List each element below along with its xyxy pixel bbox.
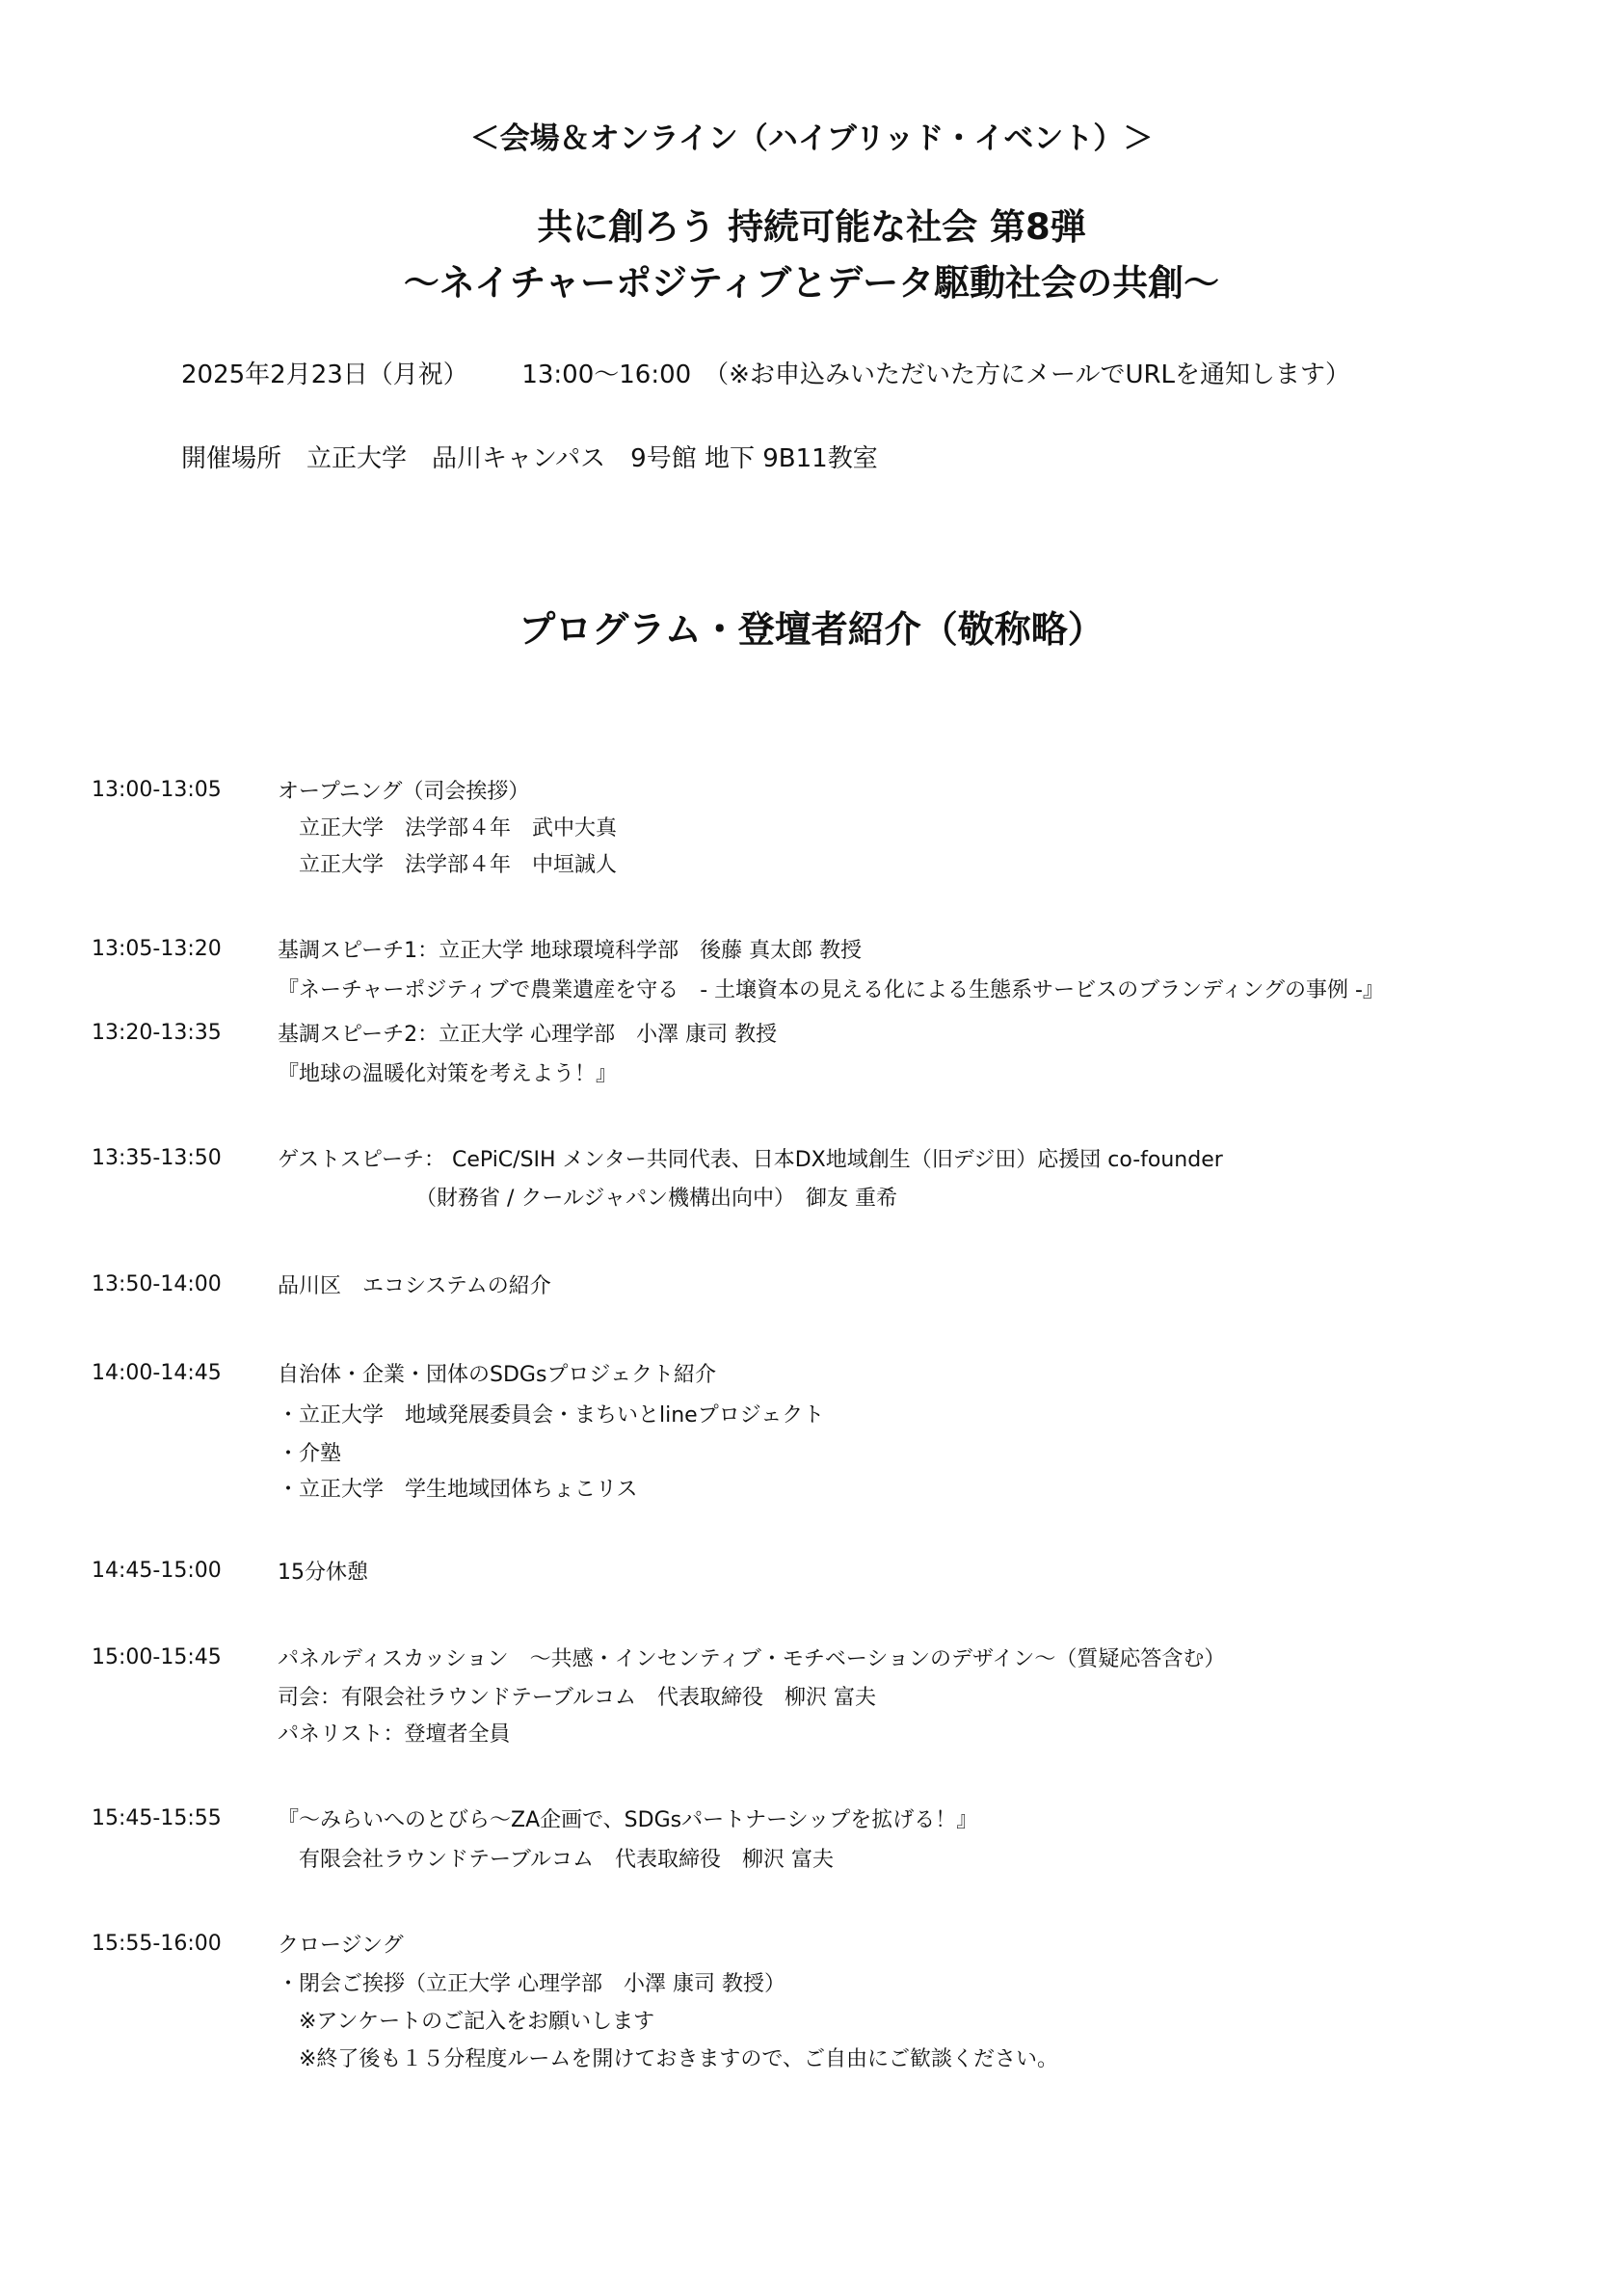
program-line: 『〜みらいへのとびら〜ZA企画で、SDGsパートナーシップを拡げる！』 — [278, 1808, 978, 1832]
program-line: ・閉会ご挨拶（立正大学 心理学部 小澤 康司 教授） — [278, 1972, 785, 1996]
program-line: 基調スピーチ1：立正大学 地球環境科学部 後藤 真太郎 教授 — [278, 939, 863, 963]
program-time: 13:05-13:20 — [92, 937, 222, 961]
program-line: 立正大学 法学部４年 武中大真 — [278, 816, 618, 841]
program-line: 品川区 エコシステムの紹介 — [278, 1274, 551, 1298]
event-subtitle: 〜ネイチャーポジティブとデータ駆動社会の共創〜 — [403, 262, 1220, 304]
program-line: 自治体・企業・団体のSDGsプロジェクト紹介 — [278, 1363, 716, 1387]
program-line: 立正大学 法学部４年 中垣誠人 — [278, 853, 618, 877]
program-time: 15:45-15:55 — [92, 1806, 222, 1830]
program-line: 有限会社ラウンドテーブルコム 代表取締役 柳沢 富夫 — [278, 1848, 835, 1872]
program-time: 14:00-14:45 — [92, 1361, 222, 1385]
program-line: 司会：有限会社ラウンドテーブルコム 代表取締役 柳沢 富夫 — [278, 1686, 877, 1710]
program-line: パネルディスカッション 〜共感・インセンティブ・モチベーションのデザイン〜（質疑応答含む） — [278, 1647, 1226, 1671]
program-line: ・立正大学 地域発展委員会・まちいとlineプロジェクト — [278, 1403, 825, 1428]
program-line: パネリスト：登壇者全員 — [278, 1722, 511, 1747]
program-line: 『地球の温暖化対策を考えよう！』 — [278, 1062, 618, 1086]
program-line: ※アンケートのご記入をお願いします — [278, 2010, 655, 2034]
venue-line: 開催場所 立正大学 品川キャンパス 9号館 地下 9B11教室 — [181, 444, 878, 473]
hybrid-event-label: ＜会場＆オンライン（ハイブリッド・イベント）＞ — [469, 121, 1154, 156]
program-line: 『ネーチャーポジティブで農業遺産を守る - 土壌資本の見える化による生態系サービスのブランディングの事例 -』 — [278, 978, 1384, 1002]
program-time: 15:55-16:00 — [92, 1932, 222, 1956]
program-line: ゲストスピーチ： CePiC/SIH メンター共同代表、日本DX地域創生（旧デジ田）応援団 co-founder — [278, 1148, 1223, 1172]
program-time: 13:20-13:35 — [92, 1021, 222, 1045]
program-time: 14:45-15:00 — [92, 1559, 222, 1583]
program-line: （財務省 / クールジャパン機構出向中） 御友 重希 — [278, 1187, 897, 1211]
program-line: ・介塾 — [278, 1442, 342, 1466]
program-line: クロージング — [278, 1934, 404, 1958]
program-section-title: プログラム・登壇者紹介（敬称略） — [519, 608, 1104, 651]
program-line: ・立正大学 学生地域団体ちょこリス — [278, 1478, 638, 1502]
program-line: オープニング（司会挨拶） — [278, 780, 530, 804]
program-time: 15:00-15:45 — [92, 1645, 222, 1669]
program-time: 13:50-14:00 — [92, 1272, 222, 1296]
event-title: 共に創ろう 持続可能な社会 第8弾 — [537, 206, 1086, 248]
program-time: 13:00-13:05 — [92, 778, 222, 802]
program-line: ※終了後も１５分程度ルームを開けておきますので、ご自由にご歓談ください。 — [278, 2047, 1058, 2071]
program-time: 13:35-13:50 — [92, 1146, 222, 1170]
date-time-line: 2025年2月23日（月祝） 13:00〜16:00 （※お申込みいただいた方にメールでURLを通知します） — [181, 360, 1351, 389]
program-line: 15分休憩 — [278, 1561, 368, 1585]
program-line: 基調スピーチ2：立正大学 心理学部 小澤 康司 教授 — [278, 1023, 778, 1047]
